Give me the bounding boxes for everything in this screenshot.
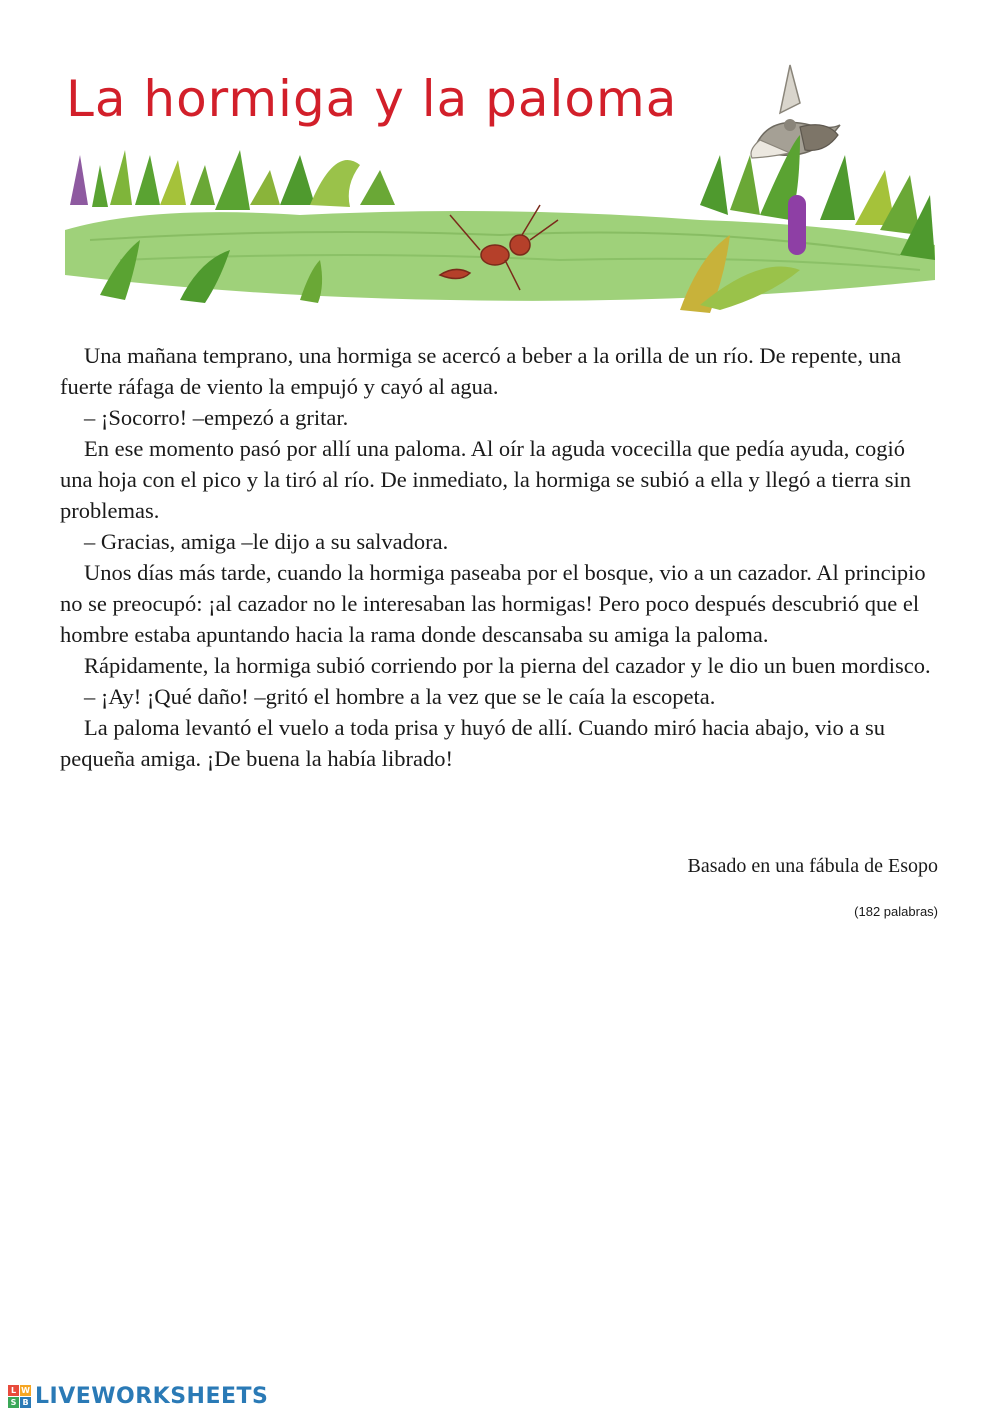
logo-letter: L [8, 1385, 19, 1396]
word-count: (182 palabras) [854, 904, 938, 919]
logo-letter: S [8, 1397, 19, 1408]
brand-name: LIVEWORKSHEETS [35, 1383, 269, 1409]
paragraph: La paloma levantó el vuelo a toda prisa y huyó de allí. Cuando miró hacia abajo, vio a su pequeña amiga. ¡De buena la había librado! [60, 715, 886, 771]
logo-letter: B [20, 1397, 31, 1408]
paragraph: – ¡Socorro! –empezó a gritar. [84, 405, 349, 430]
pond-illustration [0, 55, 1000, 315]
left-reeds [70, 150, 395, 210]
story-title: La hormiga y la paloma [66, 70, 678, 128]
paragraph: Una mañana temprano, una hormiga se acercó a beber a la orilla de un río. De repente, una fuerte ráfaga de viento la empujó y cayó al agua. [60, 343, 902, 399]
story-source: Basado en una fábula de Esopo [687, 855, 938, 877]
paragraph: En ese momento pasó por allí una paloma. Al oír la aguda vocecilla que pedía ayuda, cogió una hoja con el pico y la tiró al río. De inmediato, la hormiga se subió a ella y llegó a tierra sin problemas. [60, 436, 911, 523]
paragraph: Unos días más tarde, cuando la hormiga paseaba por el bosque, vio a un cazador. Al principio no se preocupó: ¡al cazador no le interesaban las hormigas! Pero poco después descubrió que el hombre estaba apuntando hacia la rama donde descansaba su amiga la paloma. [60, 560, 926, 647]
liveworksheets-footer[interactable] [8, 1383, 268, 1409]
paragraph: Rápidamente, la hormiga subió corriendo por la pierna del cazador y le dio un buen mordisco. [84, 653, 931, 678]
paragraph: – Gracias, amiga –le dijo a su salvadora. [84, 529, 449, 554]
logo-letter: W [21, 1385, 30, 1395]
liveworksheets-logo-icon [8, 1385, 31, 1408]
story-text [60, 340, 940, 774]
paragraph: – ¡Ay! ¡Qué daño! –gritó el hombre a la vez que se le caía la escopeta. [84, 684, 716, 709]
